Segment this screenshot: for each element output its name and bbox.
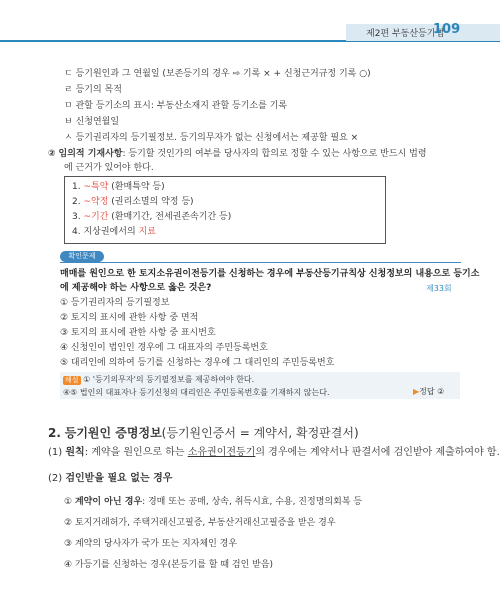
item-title: 원칙 <box>65 447 85 458</box>
list-item <box>64 100 287 113</box>
quiz-question: 매매를 원인으로 한 토지소유권이전등기를 신청하는 경우에 부동산등기규칙상 신청정보의 내용으로 등기소 <box>60 269 480 279</box>
answer-label: 정답 <box>419 387 435 396</box>
box-item-key: ~약정 <box>83 197 109 207</box>
quiz-option: ① 등기권리자의 등기필정보 <box>60 298 170 308</box>
item-number: (2) <box>48 473 63 484</box>
explanation-box <box>60 372 460 399</box>
exception-item <box>64 559 273 572</box>
rule-principle <box>48 446 500 459</box>
list-item <box>64 116 119 129</box>
explanation-line-2: ④⑤ 법인의 대표자나 등기신청의 대리인은 주민등록번호를 기재하지 않는다. <box>63 388 330 397</box>
item-number: (1) <box>48 447 63 458</box>
heading-number: 2. <box>48 426 61 440</box>
box-item <box>72 181 165 194</box>
answer-value: ② <box>437 387 445 396</box>
quiz-option: ⑤ 대리인에 의하여 등기를 신청하는 경우에 그 대리인의 주민등록번호 <box>60 358 335 368</box>
item-text: : 계약을 원인으로 하는 <box>84 447 188 458</box>
exception-num: ④ <box>64 560 73 570</box>
rule-exceptions <box>48 472 172 485</box>
exception-num: ① <box>64 497 73 507</box>
explanation-text: ① '등기의무자'의 등기필정보를 제공하여야 한다. <box>83 375 255 384</box>
item-marker: ㄷ <box>64 69 73 79</box>
exception-text: 계약의 당사자가 국가 또는 지자체인 경우 <box>74 539 238 549</box>
heading-title: 등기원인 증명정보 <box>64 426 162 440</box>
item-text-cont: 의 경우에는 계약서나 판결서에 검인받아 제출하여야 함. <box>255 447 500 458</box>
exception-item <box>64 496 362 509</box>
answer <box>413 386 444 397</box>
optional-text-cont: 에 근거가 있어야 한다. <box>64 163 154 173</box>
list-item <box>64 68 371 81</box>
exception-title: 계약이 아닌 경우 <box>74 497 143 507</box>
quiz-option: ② 토지의 표시에 관한 사항 중 면적 <box>60 313 199 323</box>
exception-text: 토지거래허가, 주택거래신고필증, 부동산거래신고필증을 받은 경우 <box>74 518 336 528</box>
exception-item <box>64 517 336 530</box>
exception-text: : 경매 또는 공매, 상속, 취득시효, 수용, 진정명의회복 등 <box>142 497 363 507</box>
section-heading <box>48 424 359 441</box>
box-item <box>72 211 231 224</box>
item-marker: ㅂ <box>64 117 73 127</box>
item-text: 등기의 목적 <box>75 85 122 95</box>
list-item <box>64 84 122 97</box>
exam-number: 제33회 <box>426 284 452 293</box>
section-title: 제2편 부동산등기법 <box>366 29 445 39</box>
box-item <box>72 226 156 239</box>
heading-subtitle: (등기원인증서 = 계약서, 확정판결서) <box>161 426 359 440</box>
page-number: 109 <box>433 22 461 37</box>
box-item-text: 지상권에서의 <box>83 227 139 237</box>
box-item-text: (권리소멸의 약정 등) <box>108 197 194 207</box>
optional-number: ② <box>48 149 56 159</box>
box-item-num: 1. <box>72 182 81 192</box>
box-item-text: (환매기간, 전세권존속기간 등) <box>108 212 232 222</box>
answer-arrow-icon: ▶ <box>413 387 420 396</box>
item-text: 등기권리자의 등기필정보. 등기의무자가 없는 신청에서는 제공할 필요 × <box>75 133 359 143</box>
page-header <box>0 0 500 44</box>
optional-heading <box>48 148 427 161</box>
exception-num: ② <box>64 518 73 528</box>
item-marker: ㄹ <box>64 85 73 95</box>
item-text: 관할 등기소의 표시: 부동산소재지 관할 등기소를 기록 <box>75 101 288 111</box>
box-item-num: 2. <box>72 197 81 207</box>
quiz-option: ③ 토지의 표시에 관한 사항 중 표시번호 <box>60 328 216 338</box>
item-marker: ㅁ <box>64 101 73 111</box>
item-text: 신청연월일 <box>75 117 120 127</box>
exception-item <box>64 538 237 551</box>
box-item <box>72 196 194 209</box>
quiz-badge: 확인문제 <box>60 251 104 262</box>
item-title: 검인받을 필요 없는 경우 <box>65 473 173 484</box>
optional-text: : 등기할 것인가의 여부를 당사자의 합의로 정할 수 있는 사항으로 반드시 법령 <box>122 149 427 159</box>
box-item-key: 지료 <box>138 227 156 237</box>
box-item-num: 4. <box>72 227 81 237</box>
list-item <box>64 132 358 145</box>
item-marker: ㅅ <box>64 133 73 143</box>
item-text: 등기원인과 그 연월일 (보존등기의 경우 ⇨ 기록 × + 신청근거규정 기록 ○) <box>75 69 371 79</box>
box-item-key: ~기간 <box>83 212 109 222</box>
exception-num: ③ <box>64 539 73 549</box>
box-item-num: 3. <box>72 212 81 222</box>
quiz-option: ④ 신청인이 법인인 경우에 그 대표자의 주민등록번호 <box>60 343 268 353</box>
box-item-key: ~특약 <box>83 182 109 192</box>
box-item-text: (환매특약 등) <box>108 182 165 192</box>
explanation-tag: 해설 <box>65 376 79 384</box>
exception-text: 가등기를 신청하는 경우(본등기를 할 때 검인 받음) <box>74 560 274 570</box>
optional-title: 임의적 기재사항 <box>58 149 123 159</box>
item-underline: 소유권이전등기 <box>187 447 256 458</box>
quiz-rule <box>60 262 461 263</box>
explanation-line <box>63 373 254 386</box>
quiz-question-cont: 에 제공해야 하는 사항으로 옳은 것은? <box>60 283 212 293</box>
